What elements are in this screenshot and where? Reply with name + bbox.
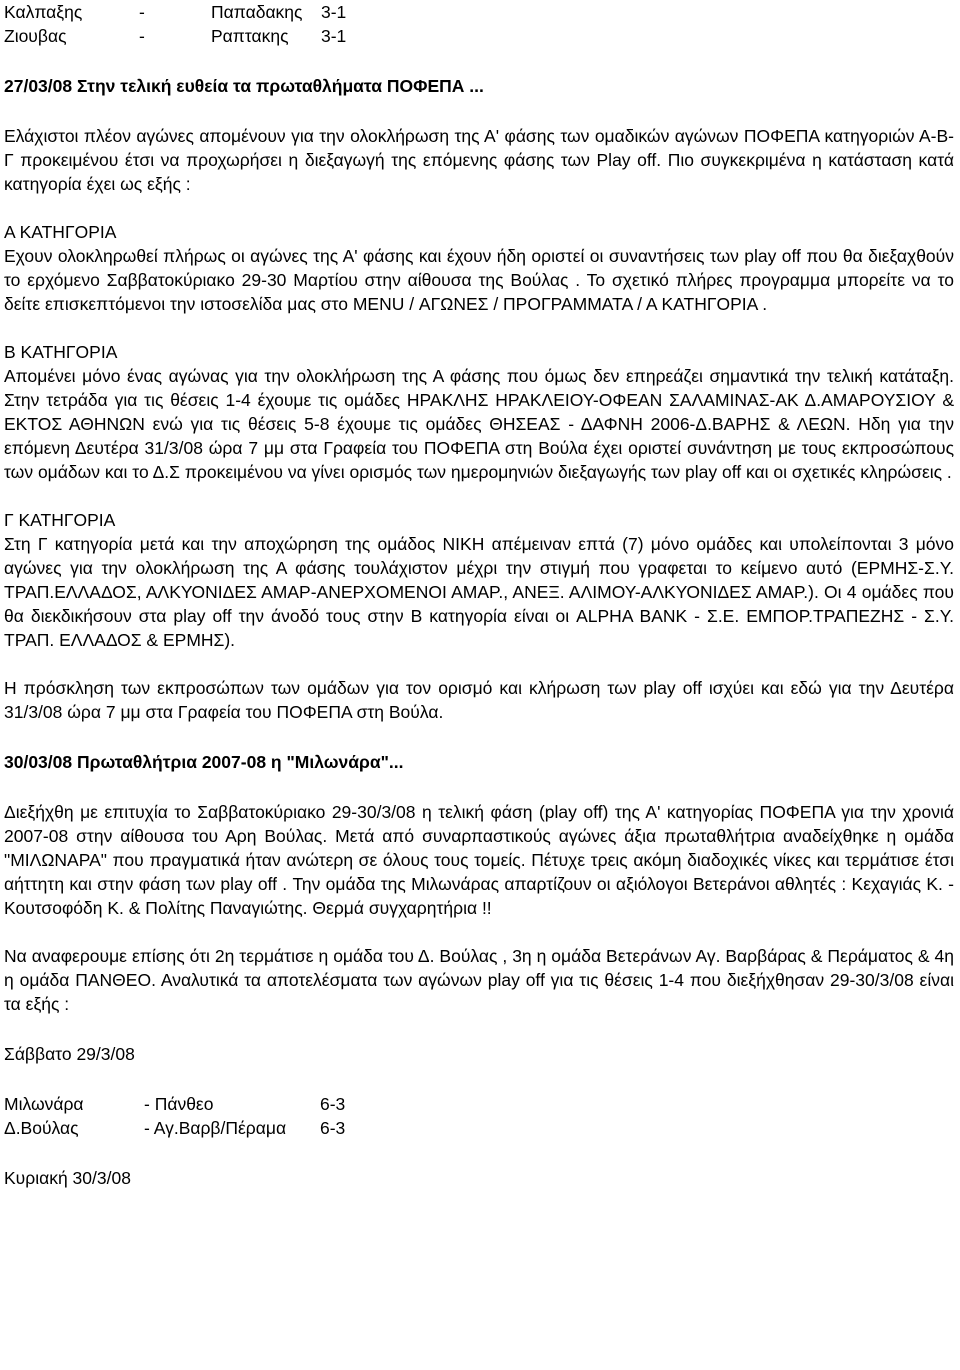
team-a: Δ.Βούλας (4, 1118, 79, 1138)
spacer (4, 774, 954, 800)
team-a: Ζιουβας (4, 26, 67, 46)
day-results (4, 1092, 954, 1140)
team-b: Παπαδακης (211, 2, 303, 22)
result-row (4, 24, 954, 48)
score: 6-3 (320, 1094, 346, 1114)
result-row (4, 1092, 954, 1116)
article-paragraph: Να αναφερουμε επίσης ότι 2η τερμάτισε η ομάδα του Δ. Βούλας , 3η η ομάδα Βετεράνων Αγ. Βαρβάρας & Περάματος & 4η η ομάδα ΠΑΝΘΕΟ. Αναλυτικά τα αποτελέσματα των αγώνων play off για τις θέσεις 1-4 που διεξήχθησαν 29-30/3/08 είναι τα εξής : (4, 946, 954, 1014)
spacer (4, 920, 954, 944)
result-row (4, 1116, 954, 1140)
category-b-text: Απομένει μόνο ένας αγώνας για την ολοκλήρωση της Α φάσης που όμως δεν επηρεάζει σημαντικά την τελική κατάταξη. Στην τετράδα για τις θέσεις 1-4 έχουμε τις ομάδες ΗΡΑΚΛΗΣ ΗΡΑΚΛΕΙΟΥ-ΟΦΕΑΝ ΣΑΛΑΜΙΝΑΣ-ΑΚ Δ.ΑΜΑΡΟΥΣΙΟΥ & ΕΚΤΟΣ ΑΘΗΝΩΝ ενώ για τις θέσεις 5-8 έχουμε τις ομάδες ΘΗΣΕΑΣ - ΔΑΦΝΗ 2006-Δ.ΒΑΡΗΣ & ΛΕΩΝ. Ηδη για την επόμενη Δευτέρα 31/3/08 ώρα 7 μμ στα Γραφεία του ΠΟΦΕΠΑ στη Βούλα έχει οριστεί συνάντηση με τους εκπροσώπους των ομάδων και το Δ.Σ προκειμένου να γίνει ορισμός των ημερομηνιών διεξαγωγής των play off και οι σχετικές κληρώσεις . (4, 366, 954, 482)
category-a-title: Α ΚΑΤΗΓΟΡΙΑ (4, 222, 117, 242)
spacer (4, 196, 954, 220)
dash: - (139, 26, 145, 46)
dash: - (139, 2, 145, 22)
day-label: Κυριακή 30/3/08 (4, 1168, 131, 1188)
spacer (4, 98, 954, 124)
spacer (4, 316, 954, 340)
article-heading: 30/03/08 Πρωταθλήτρια 2007-08 η "Μιλωνάρα"... (4, 752, 404, 772)
team-b: Ραπτακης (211, 26, 289, 46)
team-b: - Πάνθεο (144, 1094, 214, 1114)
team-a: Καλπαξης (4, 2, 83, 22)
spacer (4, 724, 954, 750)
article-paragraph: Διεξήχθη με επιτυχία το Σαββατοκύριακο 29-30/3/08 η τελική φάση (play off) της Α' κατηγορίας ΠΟΦΕΠΑ για την χρονιά 2007-08 στην αίθουσα του Αρη Βούλας. Μετά από συναρπαστικούς αγώνες άξια πρωταθλήτρια αναδείχθηκε η ομάδα "ΜΙΛΩΝΑΡΑ" που πραγματικά ήταν ανώτερη σε όλους τους τομείς. Πέτυχε τρεις ακόμη διαδοχικές νίκες και τερμάτισε έτσι αήττητη και στην φάση των play off . Την ομάδα της Μιλωνάρας απαρτίζουν οι αξιόλογοι Βετεράνοι αθλητές : Κεχαγιάς Κ. - Κουτσοφόδη Κ. & Πολίτης Παναγιώτης. Θερμά συγχαρητήρια !! (4, 802, 954, 918)
article-intro: Ελάχιστοι πλέον αγώνες απομένουν για την ολοκλήρωση της Α' φάσης των ομαδικών αγώνων ΠΟΦΕΠΑ κατηγοριών Α-Β-Γ προκειμένου έτσι να προχωρήσει η διεξαγωγή της επόμενης φάσης των Play off. Πιο συγκεκριμένα η κατάσταση κατά κατηγορία έχει ως εξής : (4, 126, 954, 194)
score: 6-3 (320, 1118, 346, 1138)
category-c-text: Στη Γ κατηγορία μετά και την αποχώρηση της ομάδος ΝΙΚΗ απέμειναν επτά (7) μόνο ομάδες και υπολείπονται 3 μόνο αγώνες για την ολοκλήρωση της Α φάσης τουλάχιστον μέχρι την στιγμή που γραφεται το κείμενο αυτό (ΕΡΜΗΣ-Σ.Υ. ΤΡΑΠ.ΕΛΛΑΔΟΣ, ΑΛΚΥΟΝΙΔΕΣ ΑΜΑΡ-ΑΝΕΡΧΟΜΕΝΟΙ ΑΜΑΡ., ΑΝΕΞ. ΑΛΙΜΟΥ-ΑΛΚΥΟΝΙΔΕΣ ΑΜΑΡ.). Οι 4 ομάδες που θα διεκδικήσουν στα play off την άνοδό τους στην Β κατηγορία είναι οι ALPHA BANK - Σ.Ε. ΕΜΠΟΡ.ΤΡΑΠΕΖΗΣ - Σ.Υ. ΤΡΑΠ. ΕΛΛΑΔΟΣ & ΕΡΜΗΣ). (4, 534, 954, 650)
category-b-title: Β ΚΑΤΗΓΟΡΙΑ (4, 342, 118, 362)
category-c-title: Γ ΚΑΤΗΓΟΡΙΑ (4, 510, 116, 530)
spacer (4, 484, 954, 508)
spacer (4, 652, 954, 676)
team-b: - Αγ.Βαρβ/Πέραμα (144, 1118, 287, 1138)
score: 3-1 (321, 26, 347, 46)
spacer (4, 1066, 954, 1092)
spacer (4, 1140, 954, 1166)
invitation-text: Η πρόσκληση των εκπροσώπων των ομάδων για τον ορισμό και κλήρωση των play off ισχύει και εδώ για την Δευτέρα 31/3/08 ώρα 7 μμ στα Γραφεία του ΠΟΦΕΠΑ στη Βούλα. (4, 678, 954, 722)
spacer (4, 48, 954, 74)
spacer (4, 1016, 954, 1042)
day-label: Σάββατο 29/3/08 (4, 1044, 135, 1064)
score: 3-1 (321, 2, 347, 22)
article-heading: 27/03/08 Στην τελική ευθεία τα πρωταθλήματα ΠΟΦΕΠΑ ... (4, 76, 484, 96)
result-row (4, 0, 954, 24)
top-results (4, 0, 954, 48)
category-a-text: Εχουν ολοκληρωθεί πλήρως οι αγώνες της Α' φάσης και έχουν ήδη οριστεί οι συναντήσεις των play off που θα διεξαχθούν το ερχόμενο Σαββατοκύριακο 29-30 Μαρτίου στην αίθουσα της Βούλας . Το σχετικό πλήρες προγραμμα μπορείτε να το δείτε επισκεπτόμενοι την ιστοσελίδα μας στο ΜΕΝU / ΑΓΩΝΕΣ / ΠΡΟΓΡΑΜΜΑΤΑ / Α ΚΑΤΗΓΟΡΙΑ . (4, 246, 954, 314)
team-a: Μιλωνάρα (4, 1094, 84, 1114)
